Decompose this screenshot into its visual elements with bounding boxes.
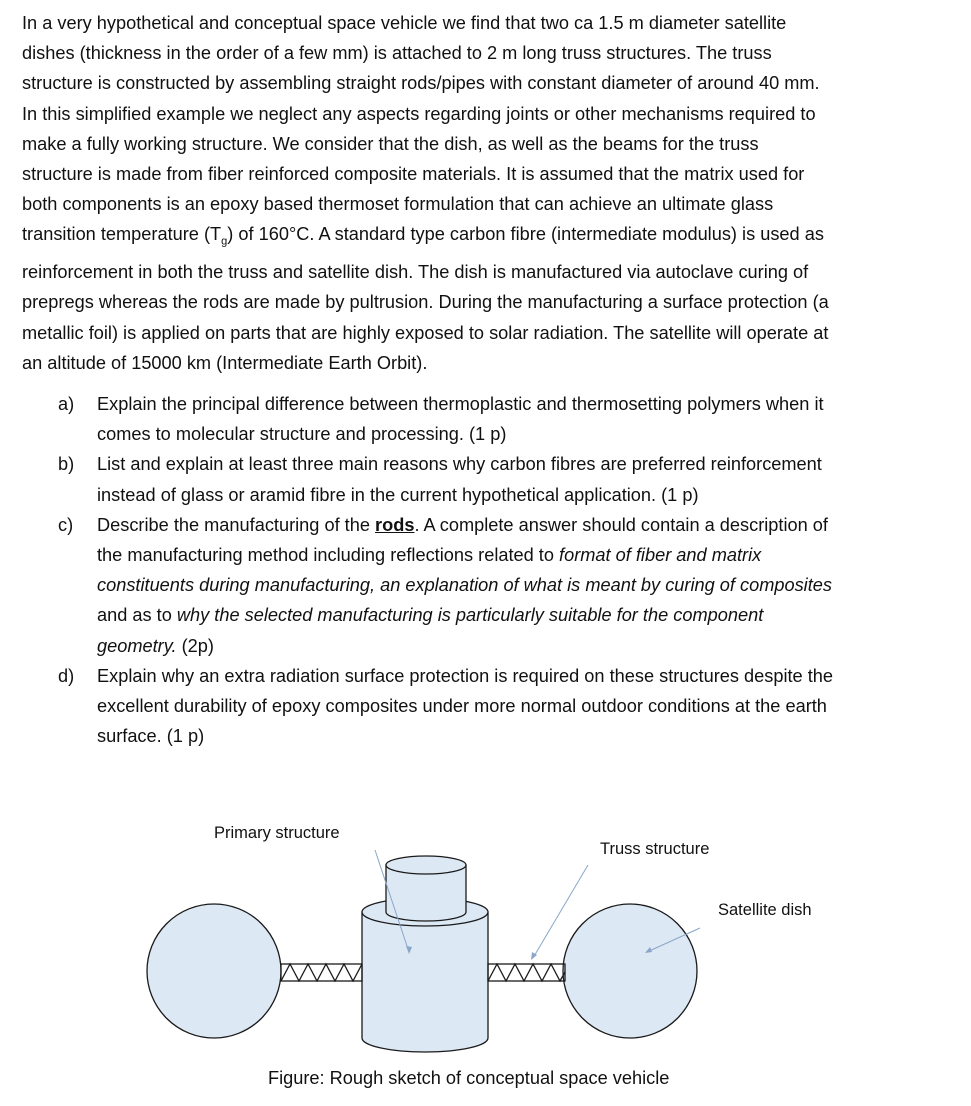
primary-structure-body [362, 912, 488, 1052]
intro-line: make a fully working structure. We consider that the dish, as well as the beams for the truss [22, 133, 759, 154]
italic-run: geometry. [97, 635, 177, 656]
question-line: surface. (1 p) [97, 726, 205, 747]
text-run: . A complete answer should contain a description of [414, 514, 828, 535]
truss-structure-label: Truss structure [600, 840, 710, 858]
question-line: excellent durability of epoxy composites under more normal outdoor conditions at the earth [97, 696, 827, 717]
upper-module-top [386, 856, 466, 874]
satellite-dish-label: Satellite dish [718, 901, 812, 919]
question-line: instead of glass or aramid fibre in the current hypothetical application. (1 p) [97, 484, 699, 505]
intro-line: an altitude of 15000 km (Intermediate Earth Orbit). [22, 352, 428, 373]
question-text [97, 661, 963, 752]
question-d [58, 661, 963, 752]
intro-line-tg [22, 219, 967, 257]
intro-line: In this simplified example we neglect any aspects regarding joints or other mechanisms required to [22, 103, 816, 124]
emphasis-rods: rods [375, 514, 415, 535]
question-list [58, 389, 963, 751]
intro-line: both components is an epoxy based thermoset formulation that can achieve an ultimate glass [22, 194, 774, 215]
intro-line: In a very hypothetical and conceptual space vehicle we find that two ca 1.5 m diameter satellite [22, 13, 787, 33]
intro-line: metallic foil) is applied on parts that are highly exposed to solar radiation. The satellite will operate at [22, 322, 829, 343]
question-c [58, 510, 963, 661]
intro-paragraph [22, 8, 967, 378]
left-truss [281, 964, 362, 981]
question-line: comes to molecular structure and processing. (1 p) [97, 424, 507, 445]
tg-before: transition temperature (T [22, 224, 222, 245]
italic-run: why the selected manufacturing is particularly suitable for the component [176, 605, 764, 626]
question-text [97, 510, 963, 661]
question-line: Explain why an extra radiation surface protection is required on these structures despite the [97, 665, 833, 686]
question-line [97, 510, 963, 540]
question-letter: c) [58, 514, 74, 535]
question-letter: d) [58, 665, 75, 686]
question-text [97, 449, 963, 509]
question-text [97, 389, 963, 449]
right-satellite-dish [563, 904, 697, 1038]
text-run: (2p) [176, 635, 214, 656]
question-line [97, 540, 963, 570]
question-a [58, 389, 963, 449]
figure-caption: Figure: Rough sketch of conceptual space vehicle [268, 1068, 670, 1088]
spacecraft-figure [0, 800, 971, 1106]
intro-line: dishes (thickness in the order of a few mm) is attached to 2 m long truss structures. The truss [22, 43, 772, 64]
primary-structure-label: Primary structure [214, 824, 340, 842]
italic-run: constituents during manufacturing, an explanation of what is meant by curing of composites [97, 575, 832, 596]
question-letter: a) [58, 394, 75, 414]
question-line: List and explain at least three main reasons why carbon fibres are preferred reinforcement [97, 454, 822, 475]
question-letter: b) [58, 454, 75, 475]
intro-line: prepregs whereas the rods are made by pultrusion. During the manufacturing a surface protection (a [22, 292, 829, 313]
right-truss [488, 964, 565, 981]
text-run: Describe the manufacturing of the [97, 514, 376, 535]
question-b [58, 449, 963, 509]
question-line [97, 570, 963, 600]
intro-line: reinforcement in both the truss and satellite dish. The dish is manufactured via autoclave curing of [22, 262, 809, 283]
text-run: and as to [97, 605, 177, 626]
intro-line: structure is made from fiber reinforced composite materials. It is assumed that the matrix used for [22, 164, 805, 185]
tg-after: ) of 160°C. A standard type carbon fibre (intermediate modulus) is used as [227, 224, 824, 245]
italic-run: format of fiber and matrix [559, 545, 762, 566]
tg-subscript: g [221, 236, 228, 249]
question-line [97, 600, 963, 630]
text-run: the manufacturing method including reflections related to [97, 545, 560, 566]
question-line: Explain the principal difference between thermoplastic and thermosetting polymers when it [97, 394, 824, 414]
left-satellite-dish [147, 904, 281, 1038]
intro-line: structure is constructed by assembling straight rods/pipes with constant diameter of around 40 mm. [22, 73, 820, 94]
spacecraft-sketch [0, 800, 971, 1106]
question-line [97, 631, 963, 661]
